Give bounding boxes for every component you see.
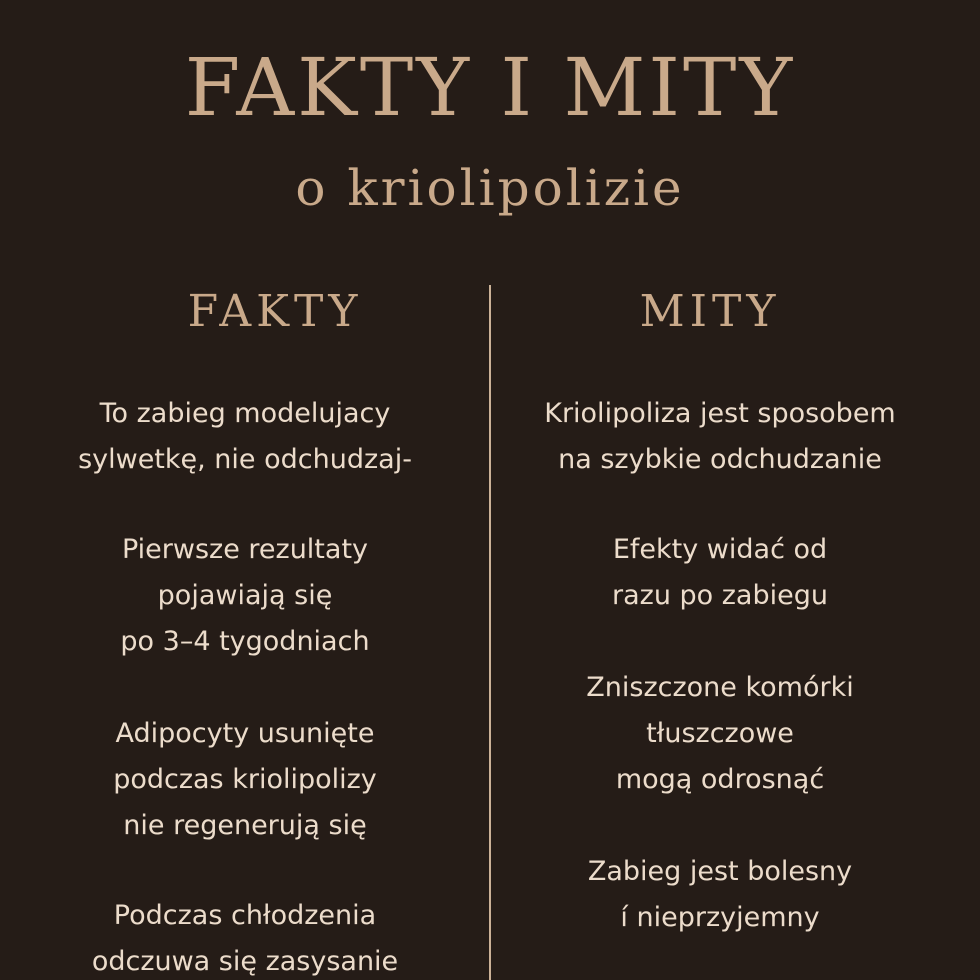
myth-line: í nieprzyjemny: [620, 902, 820, 933]
fact-line: sylwetkę, nie odchudzaj-: [78, 444, 412, 475]
myths-heading: MITY: [639, 286, 781, 337]
myth-line: Zniszczone komórki: [586, 672, 854, 703]
myth-item: [520, 391, 920, 483]
myth-item: [520, 527, 920, 619]
fact-line: Adipocyty usunięte: [115, 718, 375, 749]
myth-item: [520, 849, 920, 941]
myth-line: Kriolipoliza jest sposobem: [544, 398, 896, 429]
fact-line: po 3–4 tygodniach: [120, 626, 370, 657]
fact-line: Podczas chłodzenia: [113, 900, 377, 931]
fact-item: [50, 391, 440, 483]
fact-line: podczas kriolipolizy: [113, 764, 377, 795]
facts-heading: FAKTY: [187, 286, 363, 337]
myth-item: [520, 665, 920, 803]
fact-line: To zabieg modelujacy: [99, 398, 391, 429]
fact-line: odczuwa się zasysanie: [91, 946, 399, 977]
fact-item: [50, 893, 440, 980]
myth-line: mogą odrosnąć: [615, 764, 825, 795]
myth-line: na szybkie odchudzanie: [558, 444, 882, 475]
fact-line: pojawiają się: [157, 580, 333, 611]
myth-line: razu po zabiegu: [612, 580, 828, 611]
fact-item: [50, 711, 440, 849]
fact-line: nie regenerują się: [123, 810, 367, 841]
fact-item: [50, 527, 440, 665]
myth-line: tłuszczowe: [646, 718, 794, 749]
fact-line: Pierwsze rezultaty: [121, 534, 369, 565]
myth-line: Zabieg jest bolesny: [587, 856, 853, 887]
column-divider: [489, 285, 491, 980]
page-subtitle: o kriolipolizie: [295, 159, 685, 217]
page-title: FAKTY I MITY: [184, 41, 796, 134]
myth-line: Efekty widać od: [612, 534, 828, 565]
